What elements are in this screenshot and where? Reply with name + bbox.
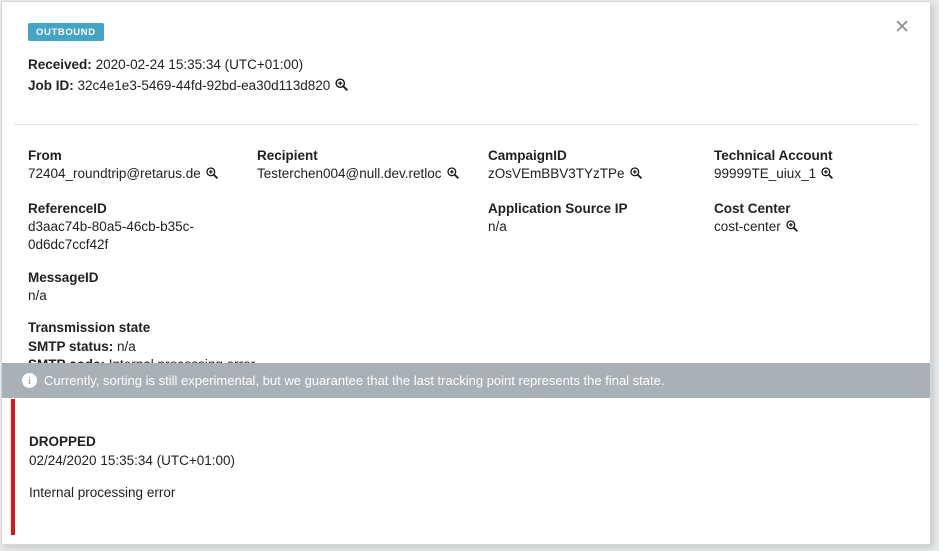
zoom-icon[interactable] (205, 166, 219, 185)
tracking-point-timestamp: 02/24/2020 15:35:34 (UTC+01:00) (29, 453, 236, 468)
job-id-label: Job ID: (28, 78, 74, 93)
field-cost-center (714, 200, 930, 254)
banner-text: Currently, sorting is still experimental, but we guarantee that the last tracking point represents the final state. (44, 373, 665, 388)
received-label: Received: (28, 57, 92, 72)
field-campaign-id (488, 147, 714, 185)
zoom-icon[interactable] (629, 166, 643, 185)
fields-grid (28, 147, 930, 305)
field-value: Testerchen004@null.dev.retloc (257, 165, 488, 185)
field-label: From (28, 148, 62, 163)
field-recipient (257, 147, 488, 185)
smtp-status-value: n/a (117, 338, 136, 354)
field-value: 99999TE_uiux_1 (714, 165, 930, 185)
field-value: 72404_roundtrip@retarus.de (28, 165, 257, 185)
field-label: Technical Account (714, 148, 833, 163)
field-message-id (28, 269, 257, 305)
smtp-status-label: SMTP status: (28, 338, 114, 354)
job-id-value: 32c4e1e3-5469-44fd-92bd-ea30d113d820 (77, 78, 331, 93)
field-value: n/a (28, 288, 47, 303)
field-application-source-ip (488, 200, 714, 254)
field-from (28, 147, 257, 185)
zoom-icon[interactable] (334, 77, 349, 98)
job-header (28, 54, 930, 98)
received-line (28, 54, 930, 75)
job-id-line (28, 75, 930, 98)
field-value: n/a (488, 219, 507, 234)
received-value: 2020-02-24 15:35:34 (UTC+01:00) (95, 57, 304, 72)
tracking-point-state: DROPPED (29, 434, 96, 449)
tracking-detail-panel (1, 1, 931, 545)
tracking-point (11, 399, 235, 535)
close-button[interactable] (890, 16, 914, 39)
field-label: Recipient (257, 148, 318, 163)
field-label: ReferenceID (28, 201, 107, 216)
close-icon: ✕ (894, 17, 910, 38)
direction-badge: OUTBOUND (28, 23, 104, 41)
field-label: Application Source IP (488, 201, 628, 216)
info-icon: i (22, 373, 37, 388)
zoom-icon[interactable] (820, 166, 834, 185)
tracking-point-reason: Internal processing error (29, 485, 176, 500)
zoom-icon[interactable] (785, 219, 799, 238)
transmission-state-title: Transmission state (28, 320, 151, 335)
experimental-banner (2, 363, 930, 398)
header-divider (14, 124, 918, 125)
field-value: zOsVEmBBV3TYzTPe (488, 165, 714, 185)
field-value: d3aac74b-80a5-46cb-b35c-0d6dc7ccf42f (28, 219, 194, 252)
zoom-icon[interactable] (446, 166, 460, 185)
field-technical-account (714, 147, 930, 185)
field-label: MessageID (28, 270, 99, 285)
field-reference-id (28, 200, 257, 254)
smtp-status-line (28, 338, 930, 357)
field-label: CampaignID (488, 148, 567, 163)
field-value: cost-center (714, 218, 930, 238)
field-label: Cost Center (714, 201, 791, 216)
